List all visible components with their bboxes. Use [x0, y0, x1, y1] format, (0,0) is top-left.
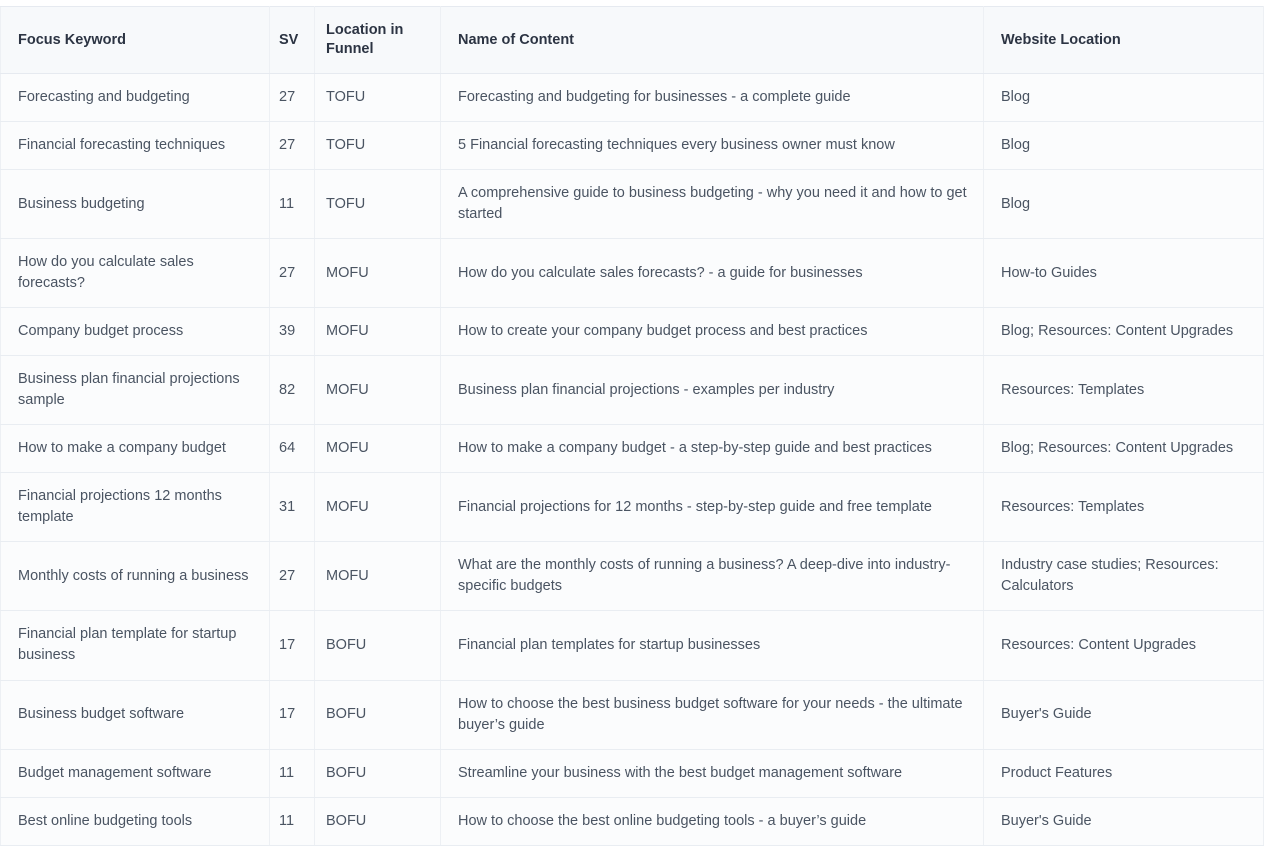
cell-sv: 17: [270, 611, 315, 680]
table-row[interactable]: [1, 74, 1264, 122]
table-row[interactable]: [1, 749, 1264, 797]
cell-name-of-content: 5 Financial forecasting techniques every business owner must know: [441, 122, 984, 170]
table-row[interactable]: [1, 473, 1264, 542]
cell-focus-keyword: Best online budgeting tools: [1, 797, 270, 845]
cell-sv: 27: [270, 239, 315, 308]
cell-name-of-content: How to choose the best online budgeting tools - a buyer’s guide: [441, 797, 984, 845]
cell-focus-keyword: Monthly costs of running a business: [1, 542, 270, 611]
table-row[interactable]: [1, 425, 1264, 473]
cell-focus-keyword: Forecasting and budgeting: [1, 74, 270, 122]
cell-sv: 11: [270, 170, 315, 239]
column-header-sv[interactable]: SV: [270, 7, 315, 74]
column-header-focus-keyword[interactable]: Focus Keyword: [1, 7, 270, 74]
table-row[interactable]: [1, 797, 1264, 845]
cell-sv: 11: [270, 749, 315, 797]
table-row[interactable]: [1, 239, 1264, 308]
cell-sv: 27: [270, 74, 315, 122]
cell-sv: 39: [270, 308, 315, 356]
cell-sv: 82: [270, 356, 315, 425]
table-row[interactable]: [1, 308, 1264, 356]
cell-focus-keyword: Company budget process: [1, 308, 270, 356]
column-header-name-of-content[interactable]: Name of Content: [441, 7, 984, 74]
table-header: [1, 7, 1264, 74]
cell-website-location: Blog: [984, 122, 1264, 170]
cell-website-location: Blog: [984, 170, 1264, 239]
cell-name-of-content: Financial projections for 12 months - step-by-step guide and free template: [441, 473, 984, 542]
cell-focus-keyword: Business budget software: [1, 680, 270, 749]
table-row[interactable]: [1, 611, 1264, 680]
table-row[interactable]: [1, 122, 1264, 170]
cell-name-of-content: How to choose the best business budget software for your needs - the ultimate buyer’s guide: [441, 680, 984, 749]
cell-website-location: Blog: [984, 74, 1264, 122]
cell-name-of-content: How do you calculate sales forecasts? - a guide for businesses: [441, 239, 984, 308]
cell-location-in-funnel: BOFU: [315, 749, 441, 797]
cell-name-of-content: How to make a company budget - a step-by-step guide and best practices: [441, 425, 984, 473]
table-row[interactable]: [1, 680, 1264, 749]
cell-name-of-content: Business plan financial projections - examples per industry: [441, 356, 984, 425]
cell-location-in-funnel: MOFU: [315, 473, 441, 542]
cell-name-of-content: A comprehensive guide to business budgeting - why you need it and how to get started: [441, 170, 984, 239]
table-row[interactable]: [1, 170, 1264, 239]
cell-location-in-funnel: BOFU: [315, 680, 441, 749]
cell-location-in-funnel: MOFU: [315, 308, 441, 356]
table-container: [0, 6, 1263, 846]
cell-location-in-funnel: MOFU: [315, 356, 441, 425]
cell-location-in-funnel: MOFU: [315, 542, 441, 611]
cell-website-location: Resources: Templates: [984, 356, 1264, 425]
cell-website-location: Industry case studies; Resources: Calculators: [984, 542, 1264, 611]
cell-website-location: Buyer's Guide: [984, 797, 1264, 845]
cell-focus-keyword: Financial forecasting techniques: [1, 122, 270, 170]
cell-name-of-content: Streamline your business with the best budget management software: [441, 749, 984, 797]
table-row[interactable]: [1, 542, 1264, 611]
table-row[interactable]: [1, 356, 1264, 425]
cell-focus-keyword: Budget management software: [1, 749, 270, 797]
cell-focus-keyword: How to make a company budget: [1, 425, 270, 473]
cell-sv: 27: [270, 542, 315, 611]
cell-name-of-content: What are the monthly costs of running a business? A deep-dive into industry-specific budgets: [441, 542, 984, 611]
cell-location-in-funnel: BOFU: [315, 611, 441, 680]
column-header-location-in-funnel[interactable]: Location in Funnel: [315, 7, 441, 74]
cell-location-in-funnel: MOFU: [315, 425, 441, 473]
cell-sv: 64: [270, 425, 315, 473]
cell-name-of-content: Forecasting and budgeting for businesses - a complete guide: [441, 74, 984, 122]
cell-sv: 31: [270, 473, 315, 542]
cell-focus-keyword: Financial plan template for startup business: [1, 611, 270, 680]
cell-website-location: Product Features: [984, 749, 1264, 797]
cell-location-in-funnel: MOFU: [315, 239, 441, 308]
table-header-row: [1, 7, 1264, 74]
cell-location-in-funnel: TOFU: [315, 122, 441, 170]
cell-focus-keyword: Business plan financial projections sample: [1, 356, 270, 425]
cell-focus-keyword: How do you calculate sales forecasts?: [1, 239, 270, 308]
cell-website-location: Blog; Resources: Content Upgrades: [984, 425, 1264, 473]
cell-name-of-content: Financial plan templates for startup businesses: [441, 611, 984, 680]
column-header-website-location[interactable]: Website Location: [984, 7, 1264, 74]
cell-sv: 17: [270, 680, 315, 749]
cell-website-location: Resources: Templates: [984, 473, 1264, 542]
cell-focus-keyword: Business budgeting: [1, 170, 270, 239]
cell-website-location: How-to Guides: [984, 239, 1264, 308]
cell-location-in-funnel: BOFU: [315, 797, 441, 845]
cell-name-of-content: How to create your company budget process and best practices: [441, 308, 984, 356]
content-keyword-plan-table: [0, 6, 1264, 846]
cell-focus-keyword: Financial projections 12 months template: [1, 473, 270, 542]
table-body: [1, 74, 1264, 845]
cell-sv: 27: [270, 122, 315, 170]
cell-website-location: Blog; Resources: Content Upgrades: [984, 308, 1264, 356]
cell-location-in-funnel: TOFU: [315, 170, 441, 239]
cell-website-location: Resources: Content Upgrades: [984, 611, 1264, 680]
cell-sv: 11: [270, 797, 315, 845]
cell-website-location: Buyer's Guide: [984, 680, 1264, 749]
cell-location-in-funnel: TOFU: [315, 74, 441, 122]
